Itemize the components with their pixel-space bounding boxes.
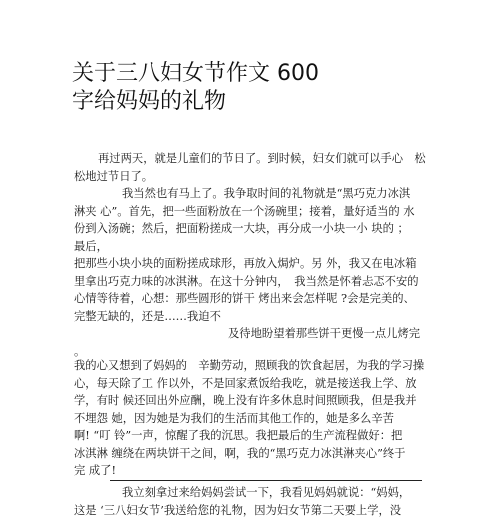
title-line-2: 字给妈妈的礼物: [72, 88, 472, 116]
paragraph-line: 。: [74, 343, 430, 361]
paragraph-line: 把那些小块小块的面粉搓成球形，再放入焗炉。另 外，我又在电冰箱: [74, 255, 430, 273]
paragraph-line: 里拿出巧克力味的冰淇淋。在这十分钟内， 我当然是怀着忐忑不安的: [74, 273, 430, 291]
paragraph-line: 心情等待着，心想：那些圆形的饼干 烤出来会怎样呢 ?会是完美的、: [74, 290, 430, 308]
paragraph-line: 我当然也有马上了。我争取时间的礼物就是“黑巧克力冰淇: [74, 185, 430, 203]
document-title: [72, 60, 472, 116]
paragraph-line: 及待地盼望着那些饼干更慢一点儿烤完: [74, 325, 430, 343]
paragraph-line: 完 成了!: [74, 462, 430, 480]
paragraph-line: 啊! “叮 铃”一声，惊醒了我的沉思。我把最后的生产流程做好：把: [74, 427, 430, 445]
paragraph-line: 淋夹 心”。首先，把一些面粉放在一个汤碗里；接着，量好适当的 水: [74, 203, 430, 221]
title-line-1: 关于三八妇女节作文 600: [72, 60, 472, 88]
paragraph-3: [74, 357, 430, 480]
paragraph-line: 心，每天除了工 作以外，不是回家煮饭给我吃，就是接送我上学、放: [74, 375, 430, 393]
paragraph-line: 再过两天，就是儿童们的节日了。到时候，妇女们就可以手心 松: [74, 150, 430, 168]
paragraph-line: 我立刻拿过来给妈妈尝试一下，我看见妈妈就说：“妈妈，: [74, 484, 430, 502]
paragraph-line: 我的心又想到了妈妈的 辛勤劳动，照顾我的饮食起居，为我的学习操: [74, 357, 430, 375]
paragraph-line: 学，有时 候还回出外应酬，晚上没有许多休息时间照顾我，但是我并: [74, 392, 430, 410]
paragraph-line: 份到入汤碗；然后，把面粉搓成一大块，再分成一小块一小 块的 ；: [74, 220, 430, 238]
paragraph-line: 不埋怨 她，因为她是为我们的生活而其他工作的，她是多么辛苦: [74, 410, 430, 428]
paragraph-4: [74, 484, 430, 519]
paragraph-1: [74, 150, 430, 185]
paragraph-line: 最后，: [74, 238, 430, 256]
paragraph-line: 松地过节日了。: [74, 168, 430, 186]
horizontal-rule: [110, 480, 422, 481]
paragraph-2: [74, 185, 430, 360]
paragraph-line: 冰淇淋 缠绕在两块饼干之间，啊，我的“黑巧克力冰淇淋夹心”终于: [74, 445, 430, 463]
paragraph-line: 这是 ‘三八妇女节’我送给您的礼物，因为妇女节第二天要上学，没: [74, 502, 430, 519]
paragraph-line: 完整无缺的，还是……我迫不: [74, 308, 430, 326]
